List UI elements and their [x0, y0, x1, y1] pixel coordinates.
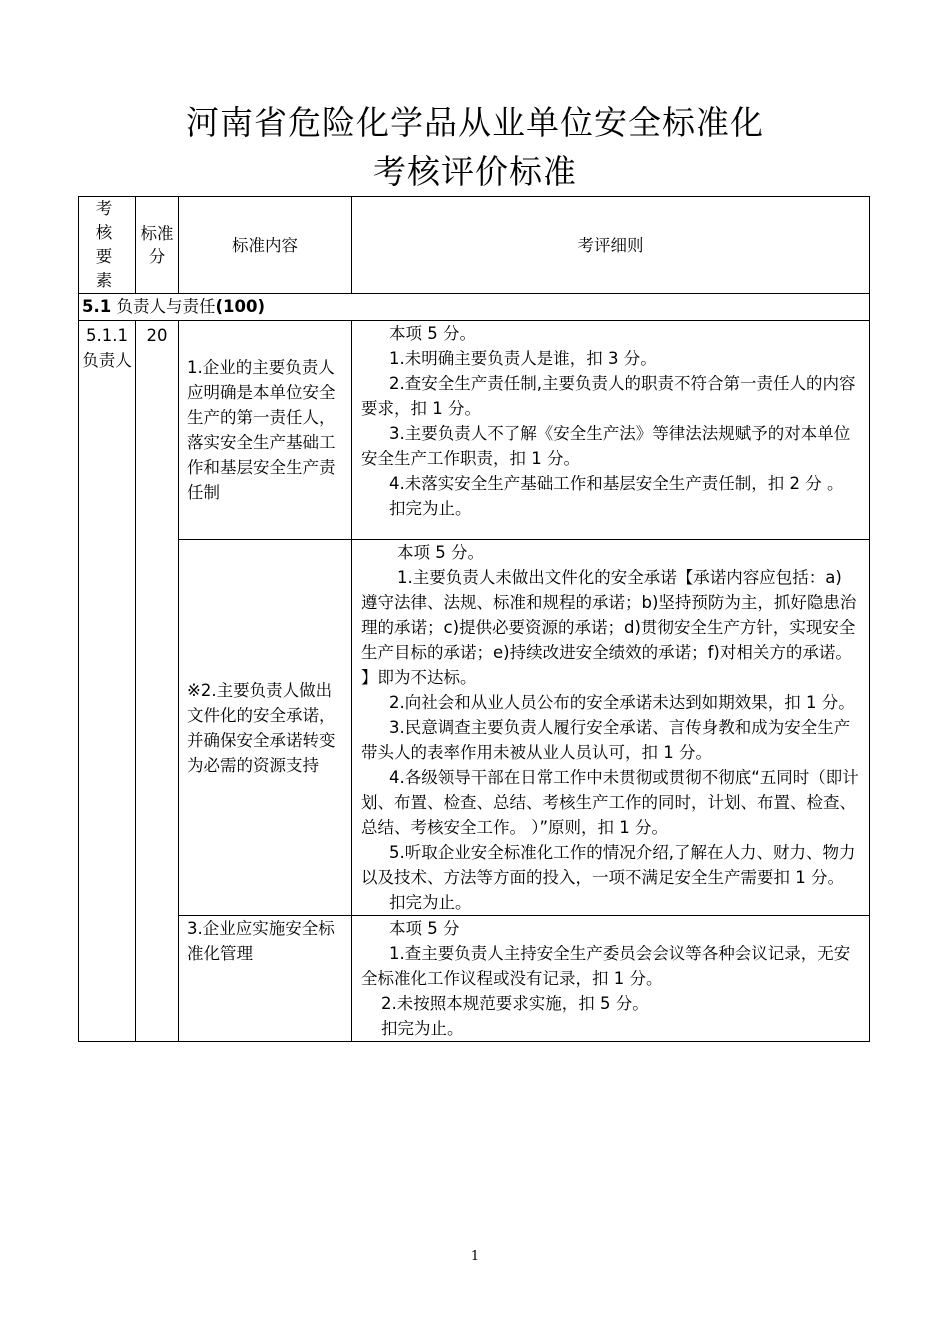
section-row	[79, 294, 870, 321]
detail-cell-2	[352, 540, 870, 916]
table-header-row	[79, 197, 870, 294]
element-score: 20	[136, 321, 179, 1042]
detail-line: 1.查主要负责人主持安全生产委员会会议等各种会议记录，无安全标准化工作议程或没有记录，扣 1 分。	[361, 944, 851, 988]
detail-line: 5.听取企业安全标准化工作的情况介绍,了解在人力、财力、物力以及技术、方法等方面的投入，一项不满足安全生产需要扣 1 分。	[361, 843, 856, 887]
standard-content-2: ※2.主要负责人做出文件化的安全承诺，并确保安全承诺转变为必需的资源支持	[179, 540, 352, 916]
detail-line: 2.向社会和从业人员公布的安全承诺未达到如期效果，扣 1 分。	[389, 693, 855, 712]
table-row	[79, 321, 870, 540]
section-number: 5.1	[82, 297, 112, 316]
detail-line: 扣完为止。	[389, 893, 472, 912]
detail-cell-3	[352, 916, 870, 1042]
standard-content-3: 3.企业应实施安全标准化管理	[179, 916, 352, 1042]
detail-line: 2.查安全生产责任制,主要负责人的职责不符合第一责任人的内容要求，扣 1 分。	[361, 374, 856, 418]
table-row	[79, 540, 870, 916]
standard-content-1: 1.企业的主要负责人应明确是本单位安全生产的第一责任人，落实安全生产基础工作和基层安全生产责任制	[179, 321, 352, 540]
element-code: 5.1.1	[86, 326, 128, 345]
detail-line: 1.未明确主要负责人是谁，扣 3 分。	[389, 349, 657, 368]
header-element: 考 核 要 素	[79, 197, 136, 294]
detail-line: 本项 5 分	[389, 919, 460, 938]
detail-line: 本项 5 分。	[397, 543, 484, 562]
header-score: 标准分	[136, 197, 179, 294]
detail-line: 3.民意调查主要负责人履行安全承诺、言传身教和成为安全生产带头人的表率作用未被从业人员认可，扣 1 分。	[361, 718, 851, 762]
detail-line: 4.各级领导干部在日常工作中未贯彻或贯彻不彻底“五同时（即计划、布置、检查、总结、考核生产工作的同时，计划、布置、检查、总结、考核安全工作。 ）”原则，扣 1 分。	[361, 768, 859, 837]
table-row	[79, 916, 870, 1042]
element-name: 负责人	[82, 351, 132, 370]
detail-line: 4.未落实安全生产基础工作和基层安全生产责任制，扣 2 分 。	[389, 474, 844, 493]
document-title-line2: 考核评价标准	[373, 152, 577, 191]
detail-line: 1.主要负责人未做出文件化的安全承诺【承诺内容应包括：a) 遵守法律、法规、标准和规程的承诺；b)坚持预防为主，抓好隐患治理的承诺；c)提供必要资源的承诺；d)贯彻安全生产方针，实现安全生产目标的承诺；e)持续改进安全绩效的承诺；f)对相关方的承诺。 】即为不达标。	[361, 568, 857, 687]
document-title-line1: 河南省危险化学品从业单位安全标准化	[186, 103, 764, 142]
detail-line: 本项 5 分。	[389, 324, 476, 343]
section-name: 负责人与责任	[111, 297, 216, 316]
section-score: (100)	[215, 297, 266, 316]
detail-line: 3.主要负责人不了解《安全生产法》等律法法规赋予的对本单位安全生产工作职责，扣 1 分。	[361, 424, 851, 468]
detail-cell-1	[352, 321, 870, 540]
header-detail: 考评细则	[352, 197, 870, 294]
page-number: 1	[470, 1249, 480, 1264]
header-content: 标准内容	[179, 197, 352, 294]
assessment-table	[78, 196, 870, 1042]
element-cell	[79, 321, 136, 1042]
detail-line: 扣完为止。	[389, 499, 472, 518]
section-title	[79, 294, 870, 321]
detail-line: 扣完为止。	[381, 1019, 464, 1038]
detail-line: 2.未按照本规范要求实施，扣 5 分。	[381, 994, 649, 1013]
